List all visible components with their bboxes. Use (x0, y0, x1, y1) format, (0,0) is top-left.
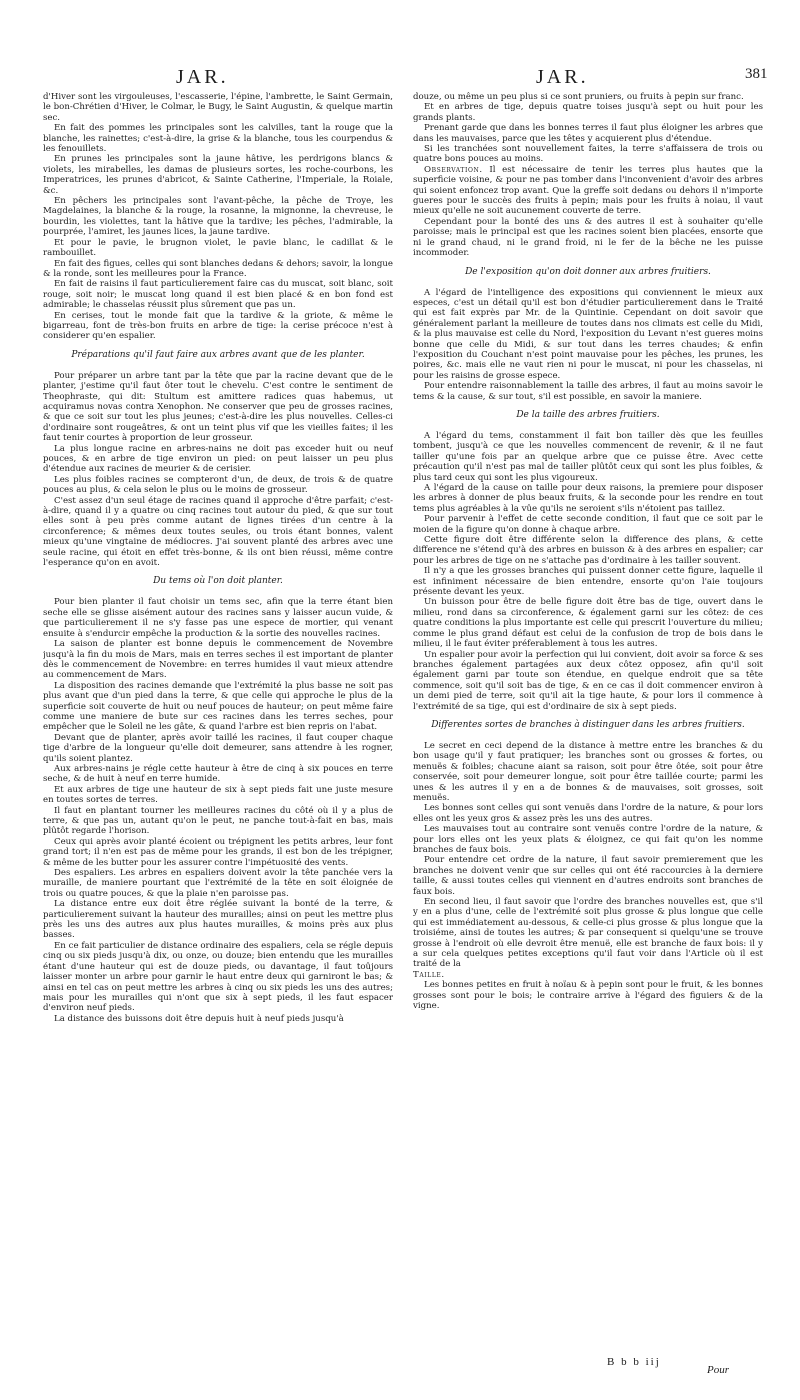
paragraph: Pour entendre cet ordre de la nature, il faut savoir premierement que les branches ne doivent venir que sur celles qui ont été raccourcies à la derniere taille, & aussi toutes celles qui viennent en d'autres endroits sont branches de faux bois. (413, 855, 763, 897)
paragraph: Les bonnes sont celles qui sont venuës dans l'ordre de la nature, & pour lors elles ont les yeux gros & assez près les uns des autres. (413, 803, 763, 824)
paragraph: Cette figure doit être différente selon la difference des plans, & cette difference ne s'étend qu'à des arbres en buisson & à des arbres en espalier; car pour les arbres de tige on ne s'attache pas d'ordinaire à les tailler souvent. (413, 535, 763, 566)
right-running-title: JAR. (536, 66, 589, 88)
paragraph: Pour préparer un arbre tant par la tête que par la racine devant que de le planter, j'estime qu'il faut ôter tout le chevelu. C'est contre le sentiment de Theophraste, qui dit: Stultum est amittere radices quas habemus, ut acquiramus novas contra Xenophon. Ne conserver que peu de grosses racines, & que ce soit sur tout les plus jeunes; c'est-à-dire les plus nouvelles. Celles-ci d'ordinaire sont rougeâtres, & ont un teint plus vif que les vieilles faites; il les faut tenir courtes à proportion de leur grosseur. (43, 370, 393, 444)
paragraph: Devant que de planter, après avoir taillé les racines, il faut couper chaque tige d'arbre de la longueur qu'elle doit demeurer, sans attendre à les rogner, qu'ils soient plantez. (43, 732, 393, 764)
section-heading: Préparations qu'il faut faire aux arbres avant que de les planter. (71, 349, 365, 360)
paragraph: En fait des pommes les principales sont les calvilles, tant la rouge que la blanche, les rainettes; c'est-à-dire, la grise & la blanche, tous les courpendus & les fenouillets. (43, 123, 393, 155)
paragraph: La saison de planter est bonne depuis le commencement de Novembre jusqu'à la fin du mois de Mars, mais en terres seches il est important de planter dès le commencement de Novembre: en terres humides il vaut mieux attendre au commencement de Mars. (43, 639, 393, 681)
paragraph: A l'égard de la cause on taille pour deux raisons, la premiere pour disposer les arbres à donner de plus beaux fruits, & la seconde pour les rendre en tout tems plus agréables à la vûe qu'ils ne seroient s'ils n'étoient pas taillez. (413, 483, 763, 514)
left-column (43, 92, 393, 1382)
paragraph: A l'égard de l'intelligence des expositions qui conviennent le mieux aux especes, c'est un détail qu'il est bon d'étudier particulierement dans le Traité qui est fait exprès par Mr. de la Quintinie. Cependant on doit savoir que généralement parlant la meilleure de toutes dans nos climats est celle du Midi, & la plus mauvaise est celle du Nord, l'exposition du Levant n'est gueres moins bonne que celle du Midi, & sur tout dans les terres chaudes; & enfin l'exposition du Couchant n'est point mauvaise pour les pêches, les prunes, les poires, &c. mais elle ne vaut rien ni pour le muscat, ni pour les chasselas, ni pour les raisins de grosse espece. (413, 287, 763, 381)
paragraph: Le secret en ceci depend de la distance à mettre entre les branches & du bon usage qu'il y faut pratiquer; les branches sont ou grosses & fortes, ou menuës & foibles; chacune aiant sa raison, soit pour être ôtée, soit pour être conservée, soit pour demeurer longue, soit pour être taillée courte; parmi les unes & les autres il y en a de bonnes & de mauvaises, soit grosses, soit menuës. (413, 740, 763, 803)
left-running-title: JAR. (176, 66, 229, 88)
paragraph: Prenant garde que dans les bonnes terres il faut plus éloigner les arbres que dans les mauvaises, parce que les têtes y acquierent plus d'étendue. (413, 123, 763, 144)
paragraph: En cerises, tout le monde fait que la tardive & la griote, & même le bigarreau, font de très-bon fruits en arbre de tige: la cerise précoce n'est à considerer qu'en espalier. (43, 310, 393, 342)
paragraph: Il n'y a que les grosses branches qui puissent donner cette figure, laquelle il est infiniment nécessaire de bien entendre, ensorte qu'on l'aie toujours présente devant les yeux. (413, 566, 763, 598)
small-caps-lead: Taille. (413, 969, 445, 980)
paragraph: Pour bien planter il faut choisir un tems sec, afin que la terre étant bien seche elle se glisse aisément autour des racines sans y laisser aucun vuide, & que particulierement il ne s'y fasse pas une espece de mortier, qui venant ensuite à s'endurcir empêche la production & la sortie des nouvelles racines. (43, 597, 393, 639)
paragraph (413, 165, 763, 217)
paragraph: Si les tranchées sont nouvellement faites, la terre s'affaissera de trois ou quatre bons pouces au moins. (413, 144, 763, 165)
paragraph: Un buisson pour être de belle figure doit être bas de tige, ouvert dans le milieu, rond dans sa circonference, & également garni sur les côtez: de ces quatre conditions la plus importante est celle qui prescrit l'ouverture du milieu; comme le plus grand défaut est celui de la confusion de trop de bois dans le milieu, il le faut éviter préferablement à tous les autres. (413, 597, 763, 650)
paragraph: En fait des figues, celles qui sont blanches dedans & dehors; savoir, la longue & la ronde, sont les meilleures pour la France. (43, 258, 393, 279)
paragraph: En fait de raisins il faut particulierement faire cas du muscat, soit blanc, soit rouge, soit noir; le muscat long quand il est bien placé & en bon fond est admirable; le chasselas réussit plus sûrement que pas un. (43, 279, 393, 311)
running-head (0, 66, 800, 92)
page-number: 381 (745, 66, 768, 82)
paragraph: La distance entre eux doit être réglée suivant la bonté de la terre, & particulierement suivant la hauteur des murailles; ainsi on peut les mettre plus près les uns des autres aux plus hautes murailles, & moins près aux plus basses. (43, 899, 393, 941)
paragraph: Ceux qui après avoir planté écoient ou trépignent les petits arbres, leur font grand tort; il n'en est pas de même pour les grands, il est bon de les trépigner, & même de les butter pour les assurer contre l'impétuosité des vents. (43, 836, 393, 868)
paragraph: Et en arbres de tige, depuis quatre toises jusqu'à sept ou huit pour les grands plants. (413, 102, 763, 123)
paragraph (413, 970, 763, 980)
paragraph: La distance des buissons doit être depuis huit à neuf pieds jusqu'à (54, 1013, 344, 1024)
paragraph: Et aux arbres de tige une hauteur de six à sept pieds fait une juste mesure en toutes sortes de terres. (43, 784, 393, 806)
paragraph: Pour parvenir à l'effet de cette seconde condition, il faut que ce soit par le moien de la figure qu'on donne à chaque arbre. (413, 514, 763, 535)
paragraph: Les mauvaises tout au contraire sont venuës contre l'ordre de la nature, & pour lors elles ont les yeux plats & éloignez, ce qui fait qu'on les nomme branches de faux bois. (413, 824, 763, 855)
signature-mark: B b b iij (607, 1356, 661, 1368)
paragraph: En ce fait particulier de distance ordinaire des espaliers, cela se régle depuis cinq ou six pieds jusqu'à dix, ou onze, ou douze; bien entendu que les murailles étant d'une hauteur qui est de douze pieds, ou davantage, il faut toûjours laisser monter un arbre pour garnir le haut entre deux qui garniront le bas; & ainsi en tel cas on peut mettre les arbres à cinq ou six pieds les uns des autres; mais pour les murailles qui n'ont que six à sept pieds, il les faut espacer d'environ neuf pieds. (43, 940, 393, 1014)
section-heading: Differentes sortes de branches à distinguer dans les arbres fruitiers. (431, 719, 745, 730)
page-footer (607, 1356, 767, 1376)
paragraph: Pour entendre raisonnablement la taille des arbres, il faut au moins savoir le tems & la cause, & sur tout, s'il est possible, en savoir la maniere. (413, 381, 763, 402)
paragraph: C'est assez d'un seul étage de racines quand il approche d'être parfait; c'est-à-dire, quand il y a quatre ou cinq racines tout autour du pied, & que sur tout elles sont à peu près comme autant de lignes tirées d'un centre à la circonference; & mêmes deux toutes seules, ou trois étant bonnes, valent mieux qu'une vingtaine de médiocres. J'ai souvent planté des arbres avec une seule racine, qui étoit en effet très-bonne, & ils ont bien réussi, même contre l'esperance qu'on en avoit. (43, 495, 393, 569)
paragraph-text: Il est nécessaire de tenir les terres plus hautes que la superficie voisine, & pour ne pas tomber dans l'inconvenient d'avoir des arbres qui soient enfoncez trop avant. Que la greffe soit dedans ou dehors il n'importe gueres pour le succès des fruits à pepin; mais pour les fruits à noiau, il vaut mieux qu'elle ne soit aucunement couverte de terre. (413, 164, 763, 217)
paragraph: En prunes les principales sont la jaune hâtive, les perdrigons blancs & violets, les mirabelles, les damas de plusieurs sortes, les roche-courbons, les Imperatrices, les prunes d'abricot, & Sainte Catherine, l'Imperiale, la Roiale, &c. (43, 154, 393, 196)
paragraph: A l'égard du tems, constamment il fait bon tailler dès que les feuilles tombent, jusqu'à ce que les nouvelles commencent de revenir, & il ne faut tailler qu'une fois par an quelque arbre que ce puisse être. Avec cette précaution qu'il n'est pas mal de tailler plûtôt ceux qui sont les plus foibles, & plus tard ceux qui sont les plus vigoureux. (413, 430, 763, 483)
paragraph: Les plus foibles racines se compteront d'un, de deux, de trois & de quatre pouces au plus, & cela selon le plus ou le moins de grosseur. (43, 474, 393, 496)
paragraph: La plus longue racine en arbres-nains ne doit pas exceder huit ou neuf pouces, & en arbre de tige environ un pied: on peut laisser un peu plus d'étendue aux racines de meurier & de cerisier. (43, 443, 393, 475)
right-column (413, 92, 763, 1382)
paragraph: Cependant pour la bonté des uns & des autres il est à souhaiter qu'elle paroisse; mais le principal est que les racines soient bien placées, ensorte que ni le grand chaud, ni le grand froid, ni le fer de la bêche ne les puisse incommoder. (413, 216, 763, 259)
paragraph: douze, ou même un peu plus si ce sont pruniers, ou fruits à pepin sur franc. (413, 92, 744, 102)
paragraph: Il faut en plantant tourner les meilleures racines du côté où il y a plus de terre, & que pas un, autant qu'on le peut, ne panche tout-à-fait en bas, mais plûtôt regarde l'horison. (43, 805, 393, 837)
paragraph: d'Hiver sont les virgouleuses, l'escasserie, l'épine, l'ambrette, le Saint Germain, le bon-Chrétien d'Hiver, le Colmar, le Bugy, le Saint Augustin, & quelque martin sec. (43, 92, 393, 123)
paragraph: En second lieu, il faut savoir que l'ordre des branches nouvelles est, que s'il y en a plus d'une, celle de l'extrémité soit plus grosse & plus longue que celle qui est immédiatement au-dessous, & celle-ci plus grosse & plus longue que la troisiéme, ainsi de toutes les autres; & par consequent si quelqu'une se trouve grosse à l'endroit où elle devroit être menuë, elle est branche de faux bois: il y a sur cela quelques petites exceptions qu'il faut voir dans l'Article où il est traité de la (413, 897, 763, 970)
paragraph: Les bonnes petites en fruit à noïau & à pepin sont pour le fruit, & les bonnes grosses sont pour le bois; le contraire arrive à l'égard des figuiers & de la vigne. (413, 980, 763, 1012)
paragraph: Un espalier pour avoir la perfection qui lui convient, doit avoir sa force & ses branches également partagées aux deux côtez opposez, afin qu'il soit également garni par toute son étendue, en quelque endroit que sa tête commence, soit qu'il soit bas de tige, & en ce cas il doit commencer environ à un demi pied de terre, soit qu'il ait la tige haute, & pour lors il commence à l'extrémité de sa tige, qui est d'ordinaire de six à sept pieds. (413, 649, 763, 712)
section-heading: De la taille des arbres fruitiers. (516, 409, 660, 420)
section-heading: De l'exposition qu'on doit donner aux arbres fruitiers. (465, 266, 711, 277)
section-heading: Du tems où l'on doit planter. (153, 576, 283, 587)
small-caps-lead: Observation. (424, 164, 483, 175)
catchword: Pour (707, 1364, 729, 1376)
paragraph: Aux arbres-nains je régle cette hauteur à être de cinq à six pouces en terre seche, & de huit à neuf en terre humide. (43, 763, 393, 785)
paragraph: La disposition des racines demande que l'extrémité la plus basse ne soit pas plus avant que d'un pied dans la terre, & que celle qui approche le plus de la superficie soit couverte de huit ou neuf pouces de hauteur; on peut même faire comme une maniere de bute sur ces racines dans les terres seches, pour empêcher que le Soleil ne les gâte, & quand l'arbre est bien repris on l'abat. (43, 680, 393, 733)
paragraph: En pêchers les principales sont l'avant-pêche, la pêche de Troye, les Magdelaines, la blanche & la rouge, la rosanne, la mignonne, la chevreuse, le bourdin, les violettes, tant la hâtive que la tardive; les pêches, l'admirable, la pourprée, l'amiret, les jaunes lices, la jaune tardive. (43, 196, 393, 238)
paragraph: Et pour le pavie, le brugnon violet, le pavie blanc, le cadillat & le rambouillet. (43, 237, 393, 259)
paragraph: Des espaliers. Les arbres en espaliers doivent avoir la tête panchée vers la muraille, de maniere pourtant que l'extrémité de la tête en soit éloignée de trois ou quatre pouces, & que la plaie n'en paroisse pas. (43, 868, 393, 899)
